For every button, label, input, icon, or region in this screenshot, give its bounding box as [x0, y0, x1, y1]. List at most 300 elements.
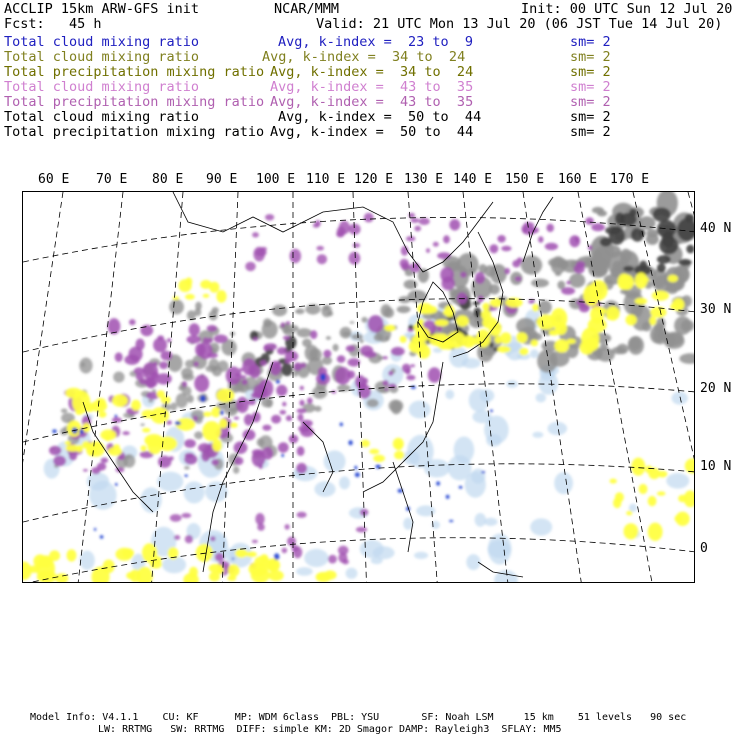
cloud-purple [252, 451, 266, 467]
cloud-purple [316, 246, 324, 251]
cloud-purple [414, 226, 421, 232]
cloud-haze [314, 481, 335, 497]
cloud-gray [61, 409, 68, 414]
cloud-purple [265, 214, 274, 220]
precip-yellow [393, 438, 404, 450]
precip-blue [232, 558, 234, 560]
precip-yellow [130, 569, 141, 582]
precip-yellow [519, 348, 528, 356]
precip-yellow [76, 411, 83, 415]
legend-sm-3: sm= 2 [570, 79, 611, 95]
precip-yellow [590, 280, 608, 301]
map-canvas [23, 192, 695, 583]
legend-sm-5: sm= 2 [570, 109, 611, 125]
cloud-haze [445, 390, 454, 399]
cloud-haze [629, 504, 637, 512]
cloud-purple [315, 220, 321, 227]
precip-yellow [203, 294, 210, 298]
cloud-gray [569, 273, 585, 287]
precip-yellow [212, 439, 222, 452]
cloud-purple [181, 513, 191, 518]
cloud-purple [184, 454, 197, 464]
cloud-purple [290, 249, 302, 263]
legend-avg-0: Avg, k-index = 23 to 9 [278, 34, 474, 50]
cloud-purple [301, 363, 306, 368]
cloud-haze [414, 552, 428, 559]
cloud-purple [383, 380, 389, 386]
cloud-haze [484, 416, 509, 444]
cloud-purple [408, 328, 414, 332]
cloud-purple [517, 257, 523, 263]
cloud-purple [53, 456, 66, 467]
precip-blue [175, 421, 181, 425]
cloud-core [489, 342, 493, 348]
precip-yellow [500, 332, 512, 344]
cloud-purple [195, 343, 205, 356]
valid-time: Valid: 21 UTC Mon 13 Jul 20 (06 JST Tue 14 Jul 20) [316, 16, 723, 32]
precip-blue [281, 454, 284, 457]
precip-yellow [112, 394, 128, 406]
cloud-haze [484, 518, 497, 526]
cloud-purple [475, 272, 485, 284]
cloud-purple [210, 536, 215, 541]
lon-label: 70 E [96, 172, 128, 187]
cloud-purple [297, 408, 307, 413]
cloud-purple [298, 414, 304, 422]
precip-yellow [317, 573, 327, 579]
precip-yellow [108, 447, 122, 456]
cloud-purple [118, 456, 123, 460]
cloud-purple [346, 345, 356, 352]
cloud-purple [335, 367, 351, 385]
cloud-purple [184, 439, 196, 448]
cloud-purple [337, 226, 346, 237]
precip-yellow [598, 308, 607, 314]
precip-yellow [23, 562, 32, 580]
precip-blue [184, 475, 188, 477]
precip-yellow [202, 421, 221, 441]
cloud-purple [428, 367, 441, 382]
cloud-purple [567, 281, 571, 285]
legend-field-5: Total cloud mixing ratio [4, 109, 200, 125]
precip-yellow [482, 303, 489, 311]
cloud-gray [333, 344, 339, 351]
cloud-purple [214, 335, 228, 344]
cloud-haze [536, 393, 547, 402]
cloud-gray [516, 318, 535, 334]
precip-yellow [216, 290, 226, 303]
cloud-gray [359, 339, 363, 343]
precip-yellow [254, 556, 269, 567]
legend-avg-1: Avg, k-index = 34 to 24 [262, 49, 466, 65]
cloud-purple [591, 223, 605, 231]
cloud-purple [440, 267, 454, 283]
precip-yellow [211, 407, 220, 418]
cloud-purple [112, 417, 122, 422]
precip-yellow [649, 316, 656, 325]
precip-yellow [497, 346, 511, 353]
cloud-purple [585, 217, 594, 225]
cloud-purple [276, 385, 287, 396]
cloud-core [685, 214, 695, 223]
cloud-core [657, 220, 676, 238]
lat-label: 20 N [700, 381, 732, 396]
precip-yellow [648, 496, 657, 506]
cloud-haze [89, 481, 116, 510]
precip-yellow [613, 498, 621, 508]
cloud-purple [122, 431, 129, 435]
precip-yellow [209, 282, 219, 293]
legend-avg-4: Avg, k-index = 43 to 35 [270, 94, 474, 110]
precip-yellow [369, 449, 379, 454]
cloud-purple [402, 364, 411, 373]
cloud-purple [504, 268, 510, 274]
cloud-gray [597, 210, 607, 216]
cloud-purple [143, 362, 158, 380]
precip-yellow [400, 336, 407, 343]
cloud-gray [361, 317, 367, 323]
precip-blue [115, 415, 118, 418]
cloud-purple [300, 427, 314, 437]
cloud-purple [253, 337, 258, 341]
cloud-core [605, 226, 621, 235]
precip-yellow [131, 400, 141, 411]
cloud-purple [242, 358, 256, 375]
precip-yellow [172, 296, 179, 300]
lat-label: 0 [700, 541, 708, 556]
cloud-purple [283, 336, 290, 340]
precip-blue [348, 440, 352, 445]
cloud-purple [174, 535, 180, 540]
lat-label: 10 N [700, 459, 732, 474]
cloud-gray [490, 264, 507, 284]
precip-yellow [65, 441, 72, 445]
cloud-gray [79, 358, 92, 374]
precip-blue [200, 395, 206, 402]
cloud-purple [300, 386, 304, 390]
precip-yellow [675, 515, 683, 522]
cloud-purple [391, 347, 405, 356]
lat-label: 40 N [700, 221, 732, 236]
precip-yellow [658, 471, 668, 478]
cloud-gray [367, 399, 379, 407]
cloud-purple [515, 276, 522, 281]
cloud-purple [159, 362, 168, 370]
cloud-purple [245, 262, 256, 271]
cloud-purple [406, 236, 415, 241]
cloud-purple [207, 325, 218, 332]
cloud-core [657, 263, 666, 272]
cloud-purple [274, 362, 282, 370]
legend-sm-0: sm= 2 [570, 34, 611, 50]
precip-yellow [235, 549, 248, 558]
legend-sm-4: sm= 2 [570, 94, 611, 110]
precip-yellow [631, 458, 645, 476]
cloud-purple [193, 416, 198, 422]
cloud-purple [460, 272, 466, 278]
precip-yellow [417, 303, 433, 314]
precip-yellow [141, 445, 147, 451]
cloud-gray [209, 359, 219, 371]
precip-blue [436, 481, 440, 485]
cloud-purple [101, 458, 108, 463]
cloud-purple [522, 225, 528, 233]
cloud-purple [289, 435, 299, 444]
cloud-haze [184, 481, 205, 503]
cloud-purple [161, 351, 173, 361]
lon-label: 170 E [610, 172, 650, 187]
cloud-purple [348, 358, 361, 366]
cloud-gray [266, 399, 273, 408]
precip-blue [79, 429, 84, 434]
cloud-purple [357, 383, 368, 388]
cloud-purple [234, 457, 243, 465]
legend-avg-6: Avg, k-index = 50 to 44 [270, 124, 474, 140]
cloud-haze [296, 567, 313, 576]
cloud-haze [462, 358, 481, 368]
cloud-purple [252, 540, 258, 543]
cloud-purple [406, 375, 415, 380]
cloud-gray [263, 318, 272, 327]
precip-yellow [228, 564, 240, 577]
precip-yellow [33, 554, 46, 568]
cloud-core [281, 363, 292, 376]
precip-yellow [185, 277, 192, 286]
cloud-purple [282, 548, 288, 554]
precip-yellow [66, 445, 80, 452]
cloud-purple [449, 219, 460, 230]
cloud-gray [272, 305, 287, 317]
cloud-gray [233, 466, 239, 474]
cloud-purple [255, 513, 264, 525]
cloud-purple [251, 392, 261, 398]
legend-field-3: Total cloud mixing ratio [4, 79, 200, 95]
precip-blue [52, 429, 56, 433]
precip-yellow [626, 511, 632, 516]
cloud-gray [194, 431, 203, 439]
legend-sm-6: sm= 2 [570, 124, 611, 140]
model-info-line1: Model Info: V4.1.1 CU: KF MP: WDM 6class PBL: YSU SF: Noah LSM 15 km 51 levels 90 sec [30, 712, 687, 723]
cloud-purple [135, 339, 144, 351]
cloud-gray [342, 332, 350, 336]
coastline [173, 192, 493, 272]
precip-yellow [219, 419, 228, 429]
cloud-haze [494, 570, 518, 583]
cloud-gray [351, 334, 363, 340]
cloud-purple [356, 527, 367, 533]
precip-yellow [657, 491, 666, 495]
precip-yellow [635, 272, 648, 288]
cloud-purple [242, 379, 248, 385]
cloud-purple [410, 263, 421, 273]
title-left: ACCLIP 15km ARW-GFS init [4, 1, 200, 17]
precip-yellow [447, 331, 466, 348]
precip-yellow [667, 275, 678, 283]
cloud-purple [286, 321, 291, 325]
cloud-gray [549, 351, 569, 367]
cloud-purple [282, 402, 286, 407]
cloud-gray [489, 284, 500, 294]
cloud-haze [554, 472, 573, 494]
precip-yellow [384, 325, 395, 332]
cloud-gray [650, 326, 664, 343]
cloud-purple [285, 351, 298, 362]
cloud-purple [235, 373, 240, 377]
cloud-purple [278, 442, 289, 453]
cloud-gray [257, 438, 265, 446]
meridian-line [78, 192, 123, 583]
forecast-hour: Fcst: 45 h [4, 16, 102, 32]
precip-blue [449, 520, 453, 522]
cloud-gray [295, 310, 300, 313]
cloud-purple [189, 323, 200, 336]
precip-yellow [606, 306, 620, 321]
cloud-purple [236, 397, 249, 413]
cloud-purple [215, 553, 224, 562]
cloud-purple [291, 545, 298, 552]
cloud-purple [426, 248, 430, 253]
cloud-core [686, 245, 694, 254]
cloud-purple [187, 335, 201, 343]
cloud-haze [360, 540, 384, 558]
cloud-gray [182, 386, 192, 396]
cloud-purple [546, 224, 554, 232]
cloud-purple [384, 388, 388, 390]
cloud-purple [323, 350, 331, 358]
title-center: NCAR/MMM [274, 1, 340, 17]
precip-blue [446, 495, 450, 499]
cloud-gray [404, 280, 418, 290]
cloud-purple [281, 322, 285, 327]
cloud-gray [418, 268, 429, 282]
cloud-purple [83, 469, 88, 472]
cloud-purple [170, 514, 182, 522]
cloud-purple [575, 236, 580, 242]
precip-yellow [67, 549, 77, 561]
cloud-purple [433, 242, 439, 247]
precip-yellow [532, 304, 538, 312]
cloud-gray [141, 423, 145, 426]
precip-yellow [516, 332, 528, 343]
cloud-gray [350, 321, 355, 323]
precip-yellow [639, 484, 648, 494]
cloud-gray [679, 353, 695, 364]
cloud-purple [410, 364, 415, 367]
cloud-purple [576, 261, 585, 268]
precip-yellow [150, 560, 162, 569]
cloud-purple [257, 523, 265, 530]
cloud-purple [157, 335, 164, 340]
cloud-haze [666, 473, 689, 489]
lon-label: 160 E [558, 172, 598, 187]
precip-yellow [412, 336, 425, 343]
precip-yellow [648, 523, 663, 541]
precip-yellow [490, 298, 502, 307]
cloud-gray [327, 311, 333, 316]
cloud-purple [497, 235, 505, 243]
lon-label: 90 E [206, 172, 238, 187]
precip-yellow [99, 411, 107, 418]
cloud-purple [437, 326, 442, 332]
precip-blue [276, 380, 280, 384]
cloud-gray [646, 234, 659, 245]
cloud-purple [294, 362, 302, 370]
cloud-purple [383, 356, 388, 359]
cloud-purple [280, 410, 287, 415]
cloud-core [657, 255, 671, 264]
precip-yellow [55, 573, 68, 583]
cloud-gray [152, 389, 156, 392]
meridian-line [152, 192, 184, 583]
cloud-purple [115, 352, 123, 362]
cloud-core [639, 261, 647, 270]
lat-label: 30 N [700, 302, 732, 317]
cloud-gray [639, 216, 656, 230]
precip-blue [340, 423, 343, 427]
cloud-purple [194, 375, 209, 392]
precip-yellow [216, 389, 234, 403]
cloud-purple [234, 417, 239, 420]
precip-yellow [429, 333, 448, 346]
cloud-core [473, 301, 481, 305]
cloud-purple [260, 360, 267, 366]
legend-avg-2: Avg, k-index = 34 to 24 [270, 64, 474, 80]
cloud-haze [530, 518, 552, 535]
precip-yellow [443, 310, 452, 316]
precip-yellow [100, 430, 116, 441]
precip-yellow [584, 338, 599, 352]
cloud-gray [230, 408, 236, 412]
cloud-purple [198, 443, 211, 453]
cloud-purple [545, 243, 558, 250]
precip-blue [220, 410, 224, 415]
cloud-purple [286, 415, 292, 421]
map-panel [22, 191, 695, 583]
precip-yellow [185, 294, 195, 300]
cloud-core [678, 259, 691, 266]
precip-yellow [269, 570, 284, 581]
cloud-purple [166, 420, 172, 424]
cloud-purple [263, 345, 268, 351]
precip-yellow [684, 490, 695, 507]
lon-label: 120 E [354, 172, 394, 187]
cloud-purple [364, 351, 377, 358]
precip-blue [481, 471, 485, 473]
precip-yellow [624, 523, 639, 539]
precip-blue [274, 553, 279, 560]
cloud-purple [349, 252, 361, 265]
model-info-line2: LW: RRTMG SW: RRTMG DIFF: simple KM: 2D Smagor DAMP: Rayleigh3 SFLAY: MM5 [98, 724, 562, 735]
cloud-purple [342, 559, 349, 564]
precip-blue [459, 486, 463, 489]
precip-yellow [626, 314, 637, 325]
legend-sm-1: sm= 2 [570, 49, 611, 65]
lon-label: 60 E [38, 172, 70, 187]
precip-blue [115, 483, 118, 486]
cloud-purple [108, 318, 121, 334]
cloud-gray [218, 360, 229, 371]
cloud-purple [91, 467, 100, 474]
precip-yellow [531, 339, 538, 346]
cloud-purple [203, 337, 208, 343]
cloud-purple [368, 315, 384, 333]
lon-label: 100 E [256, 172, 296, 187]
cloud-gray [681, 320, 694, 332]
legend-field-1: Total cloud mixing ratio [4, 49, 200, 65]
legend-avg-3: Avg, k-index = 43 to 35 [270, 79, 474, 95]
cloud-core [619, 213, 636, 226]
lon-label: 150 E [505, 172, 545, 187]
